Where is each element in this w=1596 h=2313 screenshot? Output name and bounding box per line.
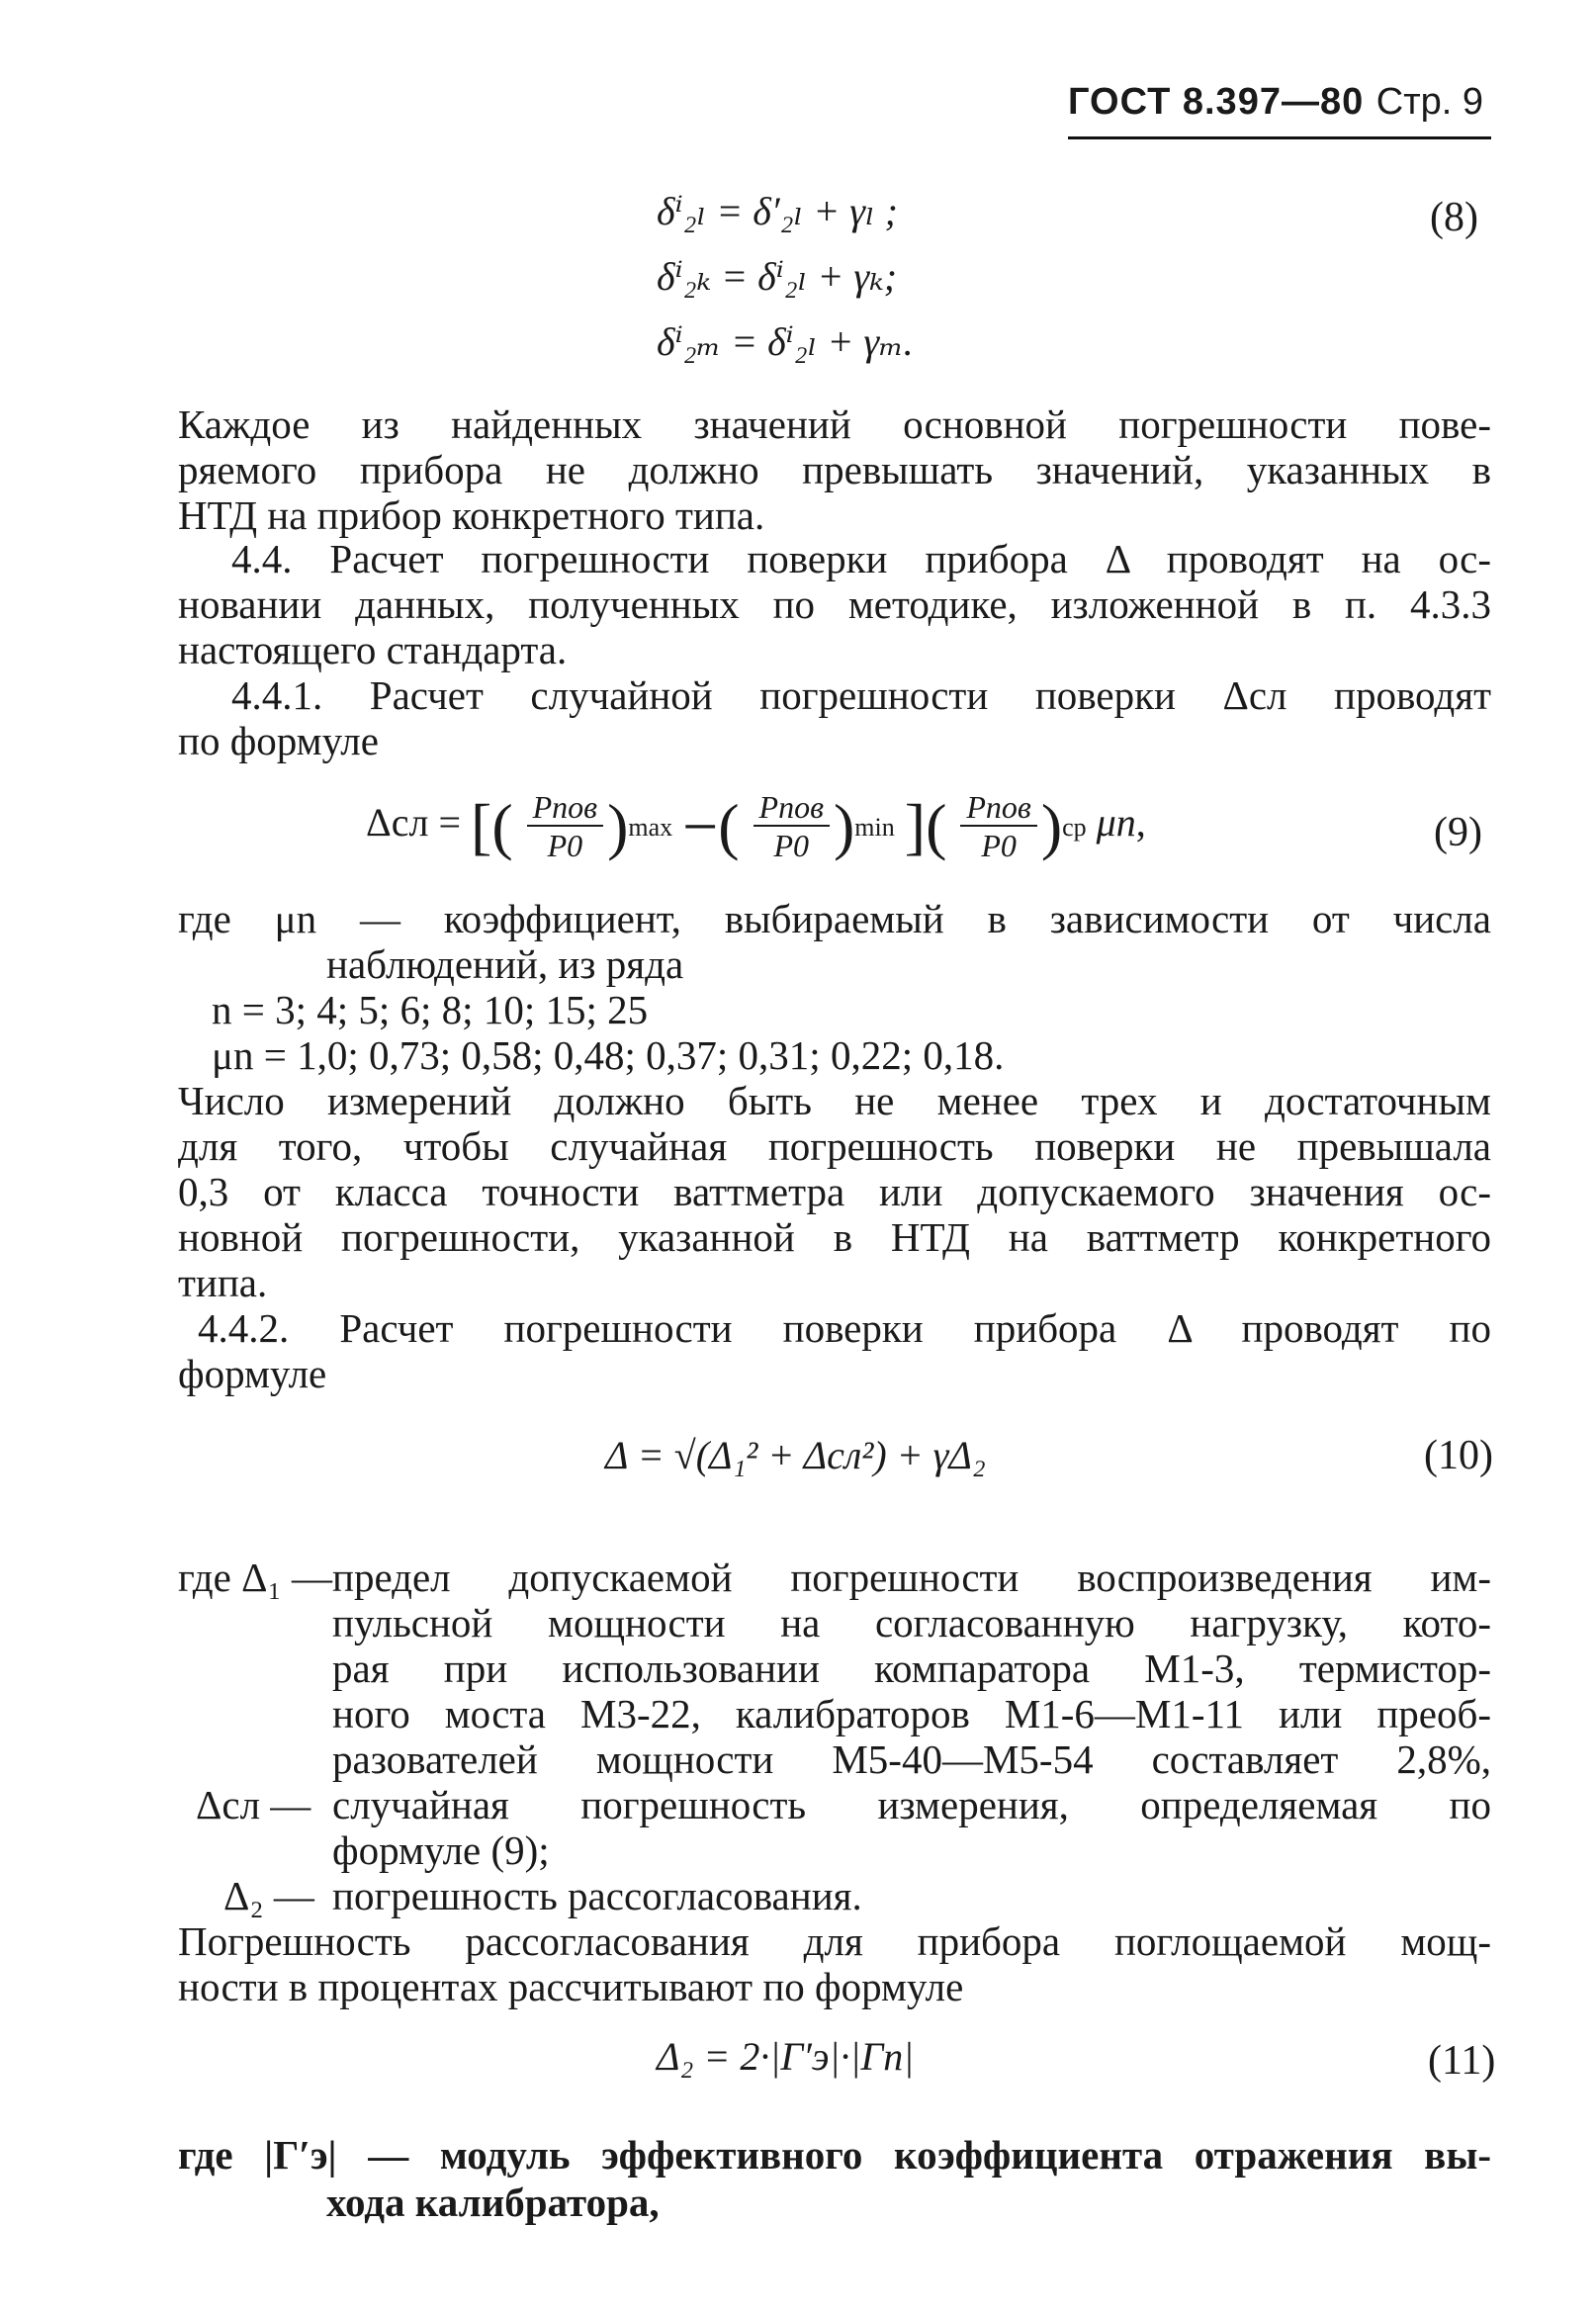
paragraph-4-line-1: Число измерений должно быть не менее трех и достаточным: [178, 1078, 1491, 1123]
where-11-line-1: где |Г′э| — модуль эффективного коэффициента отражения вы-: [178, 2132, 1491, 2178]
paragraph-6-line-1: Погрешность рассогласования для прибора поглощаемой мощ-: [178, 1918, 1491, 1964]
where-10-delta1-line-2: пульсной мощности на согласованную нагрузку, кото-: [332, 1600, 1491, 1646]
formula-8-line-2: δⁱ₂ₖ = δⁱ₂ₗ + γₖ;: [657, 254, 898, 299]
paragraph-4-line-4: новной погрешности, указанной в НТД на ваттметр конкретного: [178, 1214, 1491, 1260]
where-10-d2-label: Δ₂ —: [223, 1873, 314, 1918]
document-id: ГОСТ 8.397—80: [1068, 81, 1365, 123]
paragraph-1-line-2: ряемого прибора не должно превышать значений, указанных в: [178, 447, 1491, 492]
where-10-dsl-line-1: случайная погрешность измерения, определяемая по: [332, 1782, 1491, 1827]
formula-11: Δ₂ = 2·|Г′э|·|Гп|: [657, 2034, 915, 2079]
paragraph-2-line-3: настоящего стандарта.: [178, 627, 568, 672]
fraction-mean: Pпов P0: [960, 789, 1036, 864]
where-10-delta1-line-1: предел допускаемой погрешности воспроизведения им-: [332, 1555, 1491, 1600]
where-10-dsl-line-2: формуле (9);: [332, 1827, 550, 1873]
fraction-min: Pпов P0: [754, 789, 830, 864]
paragraph-4-line-3: 0,3 от класса точности ваттметра или допускаемого значения ос-: [178, 1169, 1491, 1214]
where-10-delta1-line-4: ного моста М3-22, калибраторов М1-6—М1-11 или преоб-: [332, 1691, 1491, 1736]
formula-8-line-3: δⁱ₂ₘ = δⁱ₂ₗ + γₘ.: [657, 319, 914, 364]
paragraph-3-line-1: 4.4.1. Расчет случайной погрешности поверки Δсл проводят: [231, 672, 1491, 718]
formula-8-line-1: δⁱ₂ₗ = δ′₂ₗ + γₗ ;: [657, 189, 898, 233]
where-11-line-2: хода калибратора,: [326, 2180, 660, 2225]
where-9-line-1: где μn — коэффициент, выбираемый в зависимости от числа: [178, 896, 1491, 941]
formula-8-number: (8): [1430, 195, 1478, 240]
fraction-max: Pпов P0: [527, 789, 603, 864]
formula-9-lhs: Δсл =: [366, 800, 461, 845]
page-header: [1068, 77, 1491, 139]
paragraph-4-line-5: типа.: [178, 1260, 268, 1305]
paragraph-1-line-3: НТД на прибор конкретного типа.: [178, 492, 765, 538]
paragraph-5-line-1: 4.4.2. Расчет погрешности поверки прибора Δ проводят по: [198, 1305, 1491, 1351]
where-10-delta1-label: где Δ₁ —: [178, 1555, 332, 1600]
paragraph-3-line-2: по формуле: [178, 718, 379, 763]
where-10-d2-line: погрешность рассогласования.: [332, 1873, 862, 1918]
mu-series: μn = 1,0; 0,73; 0,58; 0,48; 0,37; 0,31; 0,22; 0,18.: [212, 1032, 1005, 1078]
paragraph-4-line-2: для того, чтобы случайная погрешность поверки не превышала: [178, 1123, 1491, 1169]
paragraph-1-line-1: Каждое из найденных значений основной погрешности пове-: [178, 401, 1491, 447]
where-10-delta1-line-5: разователей мощности М5-40—М5-54 составляет 2,8%,: [332, 1736, 1491, 1782]
paragraph-2-line-2: новании данных, полученных по методике, изложенной в п. 4.3.3: [178, 581, 1491, 627]
paragraph-5-line-2: формуле: [178, 1351, 327, 1396]
n-series: n = 3; 4; 5; 6; 8; 10; 15; 25: [212, 987, 649, 1032]
formula-9-number: (9): [1434, 810, 1482, 855]
formula-10-number: (10): [1424, 1433, 1493, 1478]
page-number: Стр. 9: [1375, 81, 1483, 123]
formula-10: Δ = √(Δ₁² + Δсл²) + γΔ₂: [605, 1433, 986, 1477]
formula-11-number: (11): [1428, 2038, 1496, 2084]
where-10-delta1-line-3: рая при использовании компаратора М1-3, термистор-: [332, 1646, 1491, 1691]
paragraph-6-line-2: ности в процентах рассчитывают по формуле: [178, 1964, 964, 2009]
paragraph-2-line-1: 4.4. Расчет погрешности поверки прибора Δ проводят на ос-: [231, 536, 1491, 581]
formula-9: Δсл = [( Pпов P0 )max −( Pпов P0 )min ]( Pпов P0 )ср μn,: [366, 789, 1146, 863]
where-9-line-2: наблюдений, из ряда: [326, 941, 684, 987]
where-10-dsl-label: Δсл —: [196, 1782, 311, 1827]
